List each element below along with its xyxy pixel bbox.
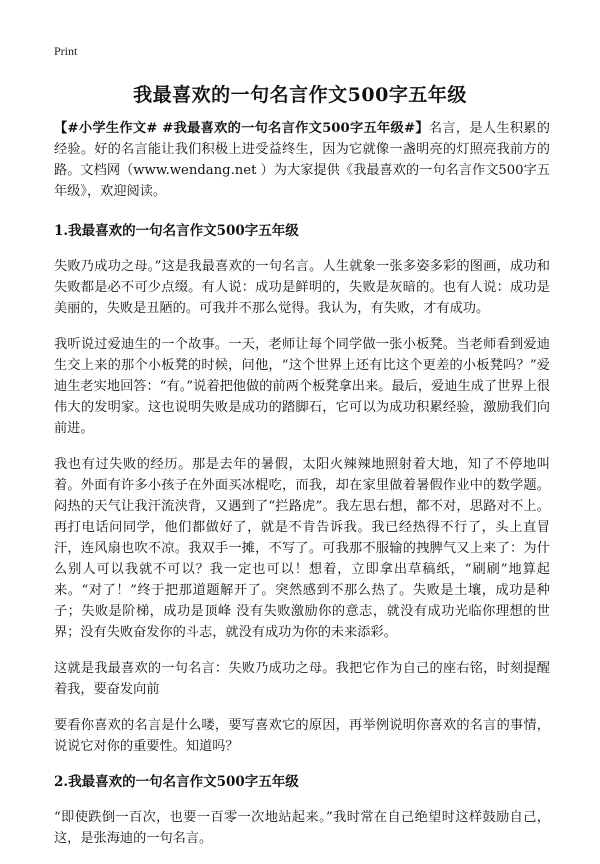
section-heading-1: 1.我最喜欢的一句名言作文500字五年级: [54, 223, 299, 239]
intro-text: 名言，是人生积累的经验。好的名言能让我们积极上进受益终生，因为它就像一盏明亮的灯照亮我前方的路。文档网（www.wendang.net ）为大家提供《我最喜欢的一句名言作文500字五年级》，欢迎阅读。: [54, 121, 550, 199]
section-heading-2: 2.我最喜欢的一句名言作文500字五年级: [54, 774, 299, 790]
intro-tags: 【#小学生作文# #我最喜欢的一句名言作文500字五年级#】: [54, 121, 429, 136]
section1-paragraph-4: 这就是我最喜欢的一句名言：失败乃成功之母。我把它作为自己的座右铭，时刻提醒着我，要奋发向前: [54, 661, 550, 697]
section1-paragraph-5: 要看你喜欢的名言是什么喽，要写喜欢它的原因，再举例说明你喜欢的名言的事情，说说它对你的重要性。知道吗？: [54, 718, 550, 754]
section1-paragraph-1: 失败乃成功之母。”这是我最喜欢的一句名言。人生就象一张多姿多彩的图画，成功和失败都是必不可少点缀。有人说：成功是鲜明的，失败是灰暗的。也有人说：成功是美丽的，失败是丑陋的。可我并不那么觉得。我认为，有失败，才有成功。: [54, 259, 550, 316]
article-body: [54, 118, 550, 864]
section2-paragraph-1: “即使跌倒一百次，也要一百零一次地站起来。”我时常在自己绝望时这样鼓励自己，这，是张海迪的一句名言。: [54, 810, 550, 846]
section1-paragraph-2: 我听说过爱迪生的一个故事。一天，老师让每个同学做一张小板凳。当老师看到爱迪生交上来的那个小板凳的时候，问他，“这个世界上还有比这个更差的小板凳吗？”爱迪生老实地回答：“有。”说着把他做的前两个板凳拿出来。最后，爱迪生成了世界上很伟大的发明家。这也说明失败是成功的踏脚石，它可以为成功积累经验，激励我们向前进。: [54, 337, 550, 436]
section1-paragraph-3: 我也有过失败的经历。那是去年的暑假，太阳火辣辣地照射着大地，知了不停地叫着。外面有许多小孩子在外面买冰棍吃，而我，却在家里做着暑假作业中的数学题。闷热的天气让我汗流浃背，又遇到了“拦路虎”。我左思右想，都不对，思路对不上。再打电话问同学，他们都做好了，就是不肯告诉我。我已经热得不行了，头上直冒汗，连风扇也吹不凉。我双手一摊，不写了。可我那不服输的拽脾气又上来了：为什么别人可以我就不可以？我一定也可以！想着，立即拿出草稿纸，“刷刷”地算起来。“对了！”终于把那道题解开了。突然感到不那么热了。失败是土壤，成功是种子；失败是阶梯，成功是顶峰 没有失败激励你的意志，就没有成功光临你理想的世界；没有失败奋发你的斗志，就没有成功为你的未来添彩。: [54, 457, 550, 640]
print-label: Print: [54, 44, 78, 58]
intro-paragraph: [54, 118, 550, 202]
page-title: 我最喜欢的一句名言作文500字五年级: [133, 84, 467, 106]
